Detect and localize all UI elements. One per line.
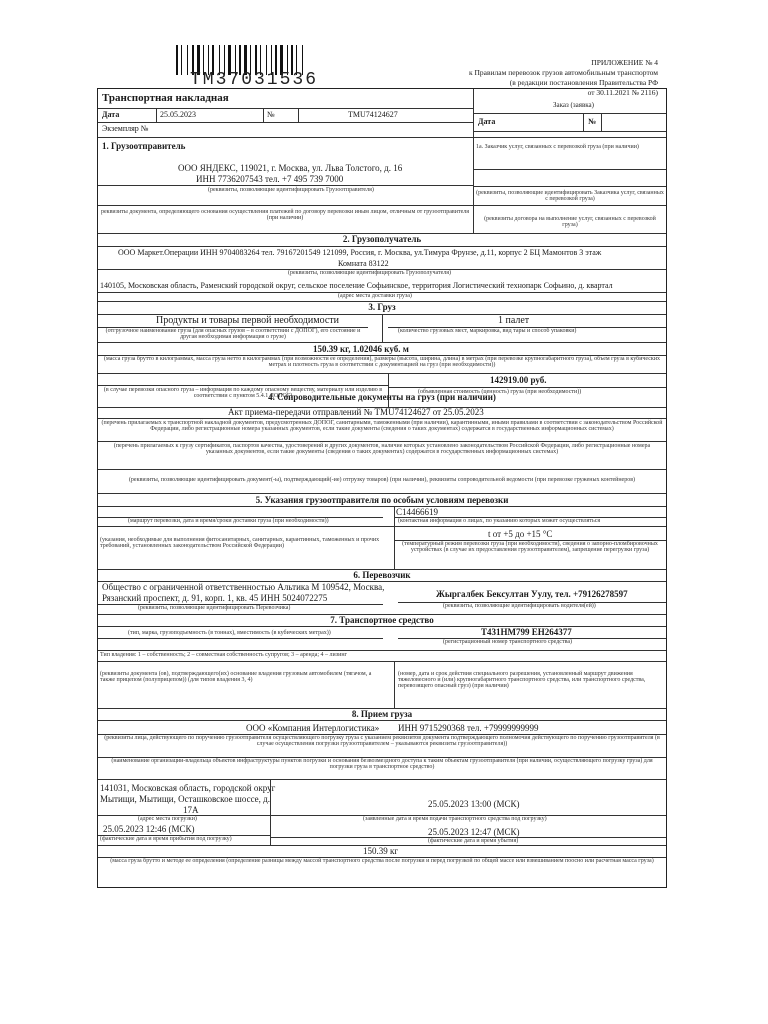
copy-label: Экземпляр № bbox=[102, 124, 149, 133]
driver-caption: (реквизиты, позволяющие идентифицировать водителя(ей)) bbox=[443, 603, 596, 609]
carrier-line1: Общество с ограниченной ответственностью Альтика М 109542, Москва, bbox=[102, 582, 385, 592]
temperature-caption: (температурный режим перевозки груза (при необходимости), сведения о запорно-пломбировочных устройствах (в случае их предоставления грузоотправителем), запрещение перегрузки груза) bbox=[402, 541, 658, 553]
departure-caption: (фактические дата и время убытия) bbox=[428, 838, 519, 844]
carrier-line2: Рязанский проспект, д. 91, корп. 1, кв. 45 ИНН 5024072275 bbox=[102, 593, 328, 603]
section-carrier-title: 6. Перевозчик bbox=[353, 570, 411, 580]
date-value[interactable]: 25.05.2023 bbox=[160, 110, 196, 119]
customer-title: 1а. Заказчик услуг, связанных с перевозкой груза (при наличии) bbox=[476, 144, 639, 150]
planned-datetime: 25.05.2023 13:00 (МСК) bbox=[428, 799, 520, 809]
loading-address-line1: 141031, Московская область, городской округ bbox=[100, 783, 276, 793]
consignee-caption: (реквизиты, позволяющие идентифицировать Грузополучателя) bbox=[288, 270, 452, 276]
pallet-count: 1 палет bbox=[498, 315, 530, 326]
loading-address-line2: Мытищи, Мытищи, Осташковское шоссе, д. bbox=[100, 794, 271, 804]
appendix-line: ПРИЛОЖЕНИЕ № 4 bbox=[591, 58, 658, 67]
number-value[interactable]: TMU74124627 bbox=[348, 110, 398, 119]
contact-caption: (контактная информация о лицах, по указанию которых может осуществляться bbox=[398, 518, 601, 524]
appendix-line: (в редакции постановления Правительства РФ bbox=[509, 78, 658, 87]
certificates-caption: (перечень прилагаемых к грузу сертификатов, паспортов качества, удостоверений и других документов, наличие которых установлено законодательством Российской Федерации, либо регистрационные номера указанных документов, если такие документы (сведения о таких документах) содержатся в государственных информационных системах) bbox=[113, 443, 651, 455]
contact-info: С14466619 bbox=[396, 507, 439, 517]
loading-address-caption: (адрес места погрузки) bbox=[138, 816, 197, 822]
cargo-mass-caption: (масса груза брутто и методе ее определения (определение разницы между массой транспортного средства после погрузки и перед погрузкой по общей массе или взвешиванием поосно или расчетная масса груза) bbox=[110, 858, 654, 864]
section-consignee-title: 2. Грузополучатель bbox=[342, 234, 422, 244]
route-caption: (маршрут перевозки, дата и время/сроки доставки груза (при необходимости)) bbox=[128, 518, 329, 524]
consignee-line2: Комната 83122 bbox=[338, 259, 389, 268]
arrival-datetime: 25.05.2023 12:46 (МСК) bbox=[103, 824, 195, 834]
delivery-address: 140105, Московская область, Раменский городской округ, сельское поселение Софьинское, территория Логистический технопарк Софьино, д. квартал bbox=[100, 281, 613, 290]
planned-caption: (заявленные дата и время подачи транспортного средства под погрузку) bbox=[363, 816, 547, 822]
cargo-mass: 150.39 кг bbox=[363, 846, 399, 856]
consignee-line1: ООО Маркет.Операции ИНН 9704083264 тел. 79167201549 121099, Россия, г. Москва, ул.Тимура Фрунзе, д.11, корпус 2 БЦ Мамонтов 3 этаж bbox=[118, 248, 602, 257]
departure-datetime: 25.05.2023 12:47 (МСК) bbox=[428, 827, 520, 837]
special-permit-caption: (номер, дата и срок действия специального разрешения, установленный маршрут движения тяжеловесного и (или) крупногабаритного транспортного средства, или транспортного средства, перевозящего опасный груз) (при наличии) bbox=[398, 671, 646, 689]
temperature-regime: t от +5 до +15 °С bbox=[488, 529, 553, 539]
cargo-name-caption: (отгрузочное наименование груза (для опасных грузов – в соответствии с ДОПОГ), его состояние и другая необходимая информация о грузе) bbox=[105, 328, 361, 340]
loader-inn: ИНН 9715290368 тел. +79999999999 bbox=[398, 723, 539, 733]
waybill-form bbox=[97, 88, 667, 888]
barcode-bar bbox=[181, 45, 182, 75]
number-label: № bbox=[267, 110, 275, 119]
vehicle-registration: Т431НМ799 ЕН264377 bbox=[481, 627, 572, 637]
order-label: Заказ (заявка) bbox=[553, 101, 594, 109]
declared-value: 142919.00 руб. bbox=[490, 375, 547, 385]
section-vehicle-title: 7. Транспортное средство bbox=[330, 615, 434, 625]
shipment-docs-caption: (реквизиты, позволяющие идентифицировать документ(-ы), подтверждающий(-ие) отгрузку товаров) (при наличии), реквизиты сопроводительной ведомости (при перевозке груженых контейнеров) bbox=[128, 477, 636, 483]
section-acceptance-title: 8. Прием груза bbox=[351, 709, 413, 719]
cargo-weight-caption: (масса груза брутто в килограммах, масса груза нетто в килограммах (при возможности ее определения), размеры (высота, ширина, длина) в метрах (при перевозке крупногабаритного груза), объем груза в кубических метрах и плотность груза в соответствии с документацией на груз (при необходимости)) bbox=[103, 356, 661, 368]
declared-value-caption: (объявленная стоимость (ценность) груза (при необходимости)) bbox=[418, 389, 582, 395]
customer-caption: (реквизиты, позволяющие идентифицировать Заказчика услуг, связанных с перевозкой груза) bbox=[476, 190, 664, 202]
document-title: Транспортная накладная bbox=[102, 92, 229, 104]
barcode-number: ТМ37031536 bbox=[190, 70, 319, 90]
pallet-caption: (количество грузовых мест, маркировка, вид тары и способ упаковки) bbox=[398, 328, 577, 334]
infrastructure-caption: (наименование организации-владельца объектов инфраструктуры пунктов погрузки и основания безвозмездного доступа к таким объектам грузоотправителя (при наличии, осуществляющего погрузку груза) для погрузки груза в транспортное средство) bbox=[111, 758, 653, 770]
barcode-bar bbox=[176, 45, 178, 75]
acceptance-act: Акт приема-передачи отправлений № TMU74124627 от 25.05.2023 bbox=[228, 407, 484, 417]
vehicle-registration-caption: (регистрационный номер транспортного средства) bbox=[443, 639, 573, 645]
dangerous-goods-caption: (в случае перевозки опасного груза – информация по каждому опасному веществу, материалу или изделию в соответствии с пунктом 5.4.1 ДОПОГ) bbox=[103, 387, 383, 399]
shipper-line2: ИНН 7736207543 тел. +7 495 739 7000 bbox=[196, 174, 344, 184]
ownership-types: Тип владения: 1 – собственность; 2 – совместная собственность супругов; 3 – аренда; 4 – лизинг bbox=[100, 652, 348, 658]
appendix-line: от 30.11.2021 № 2116) bbox=[587, 88, 658, 97]
loader-company: ООО «Компания Интерлогистика» bbox=[246, 723, 380, 733]
instructions-caption: (указания, необходимые для выполнения фитосанитарных, санитарных, карантинных, таможенных и прочих требований, установленных законодательством Российской Федерации) bbox=[100, 537, 380, 549]
shipper-line1: ООО ЯНДЕКС, 119021, г. Москва, ул. Льва Толстого, д. 16 bbox=[178, 163, 403, 173]
appendix-line: к Правилам перевозок грузов автомобильным транспортом bbox=[468, 68, 658, 77]
section-instructions-title: 5. Указания грузоотправителя по особым условиям перевозки bbox=[255, 495, 509, 505]
loader-caption: (реквизиты лица, действующего по поручению грузоотправителя осуществляющего погрузку груза с указанием реквизитов документа подтверждающего полномочия действующего по поручению грузоотправителя (в случае осуществления погрузки грузоотправителем – указываются реквизиты грузоотправителя)) bbox=[104, 735, 660, 747]
shipper-caption: (реквизиты, позволяющие идентифицировать Грузоотправителя) bbox=[208, 187, 374, 193]
loading-address-line3: 17А bbox=[183, 805, 199, 815]
cargo-weight: 150.39 кг, 1.02046 куб. м bbox=[313, 344, 409, 354]
delivery-address-caption: (адрес места доставки груза) bbox=[338, 293, 412, 299]
section-documents-title: 4. Сопроводительные документы на груз (при наличии) bbox=[268, 392, 496, 402]
carrier-caption: (реквизиты, позволяющие идентифицировать Перевозчика) bbox=[138, 605, 291, 611]
cargo-name: Продукты и товары первой необходимости bbox=[156, 315, 339, 326]
payment-doc-caption: реквизиты документа, определяющего основания осуществления платежей по договору перевозки иным лицом, отличным от грузоотправителя (при наличии) bbox=[100, 209, 469, 221]
order-date-label: Дата bbox=[478, 117, 496, 126]
order-number-label: № bbox=[588, 117, 597, 126]
section-shipper-title: 1. Грузоотправитель bbox=[102, 141, 186, 151]
date-label: Дата bbox=[102, 110, 120, 119]
section-cargo-title: 3. Груз bbox=[368, 302, 396, 312]
vehicle-type-caption: (тип, марка, грузоподъемность (в тоннах), вместимость (в кубических метрах)) bbox=[128, 630, 331, 636]
barcode-bar bbox=[187, 45, 188, 75]
arrival-caption: (фактические дата и время прибытия под погрузку) bbox=[100, 836, 232, 842]
documents-caption: (перечень прилагаемых к транспортной накладной документов, предусмотренных ДОПОГ, санитарными, таможенными (при наличии), карантинными, иными правилами в соответствии с законодательством Российской Федерации, либо регистрационные номера указанных документов, если такие документы (сведения о таких документах) содержатся в государственных информационных системах) bbox=[101, 420, 663, 432]
driver-info: Жыргалбек Бексултан Уулу, тел. +79126278597 bbox=[436, 589, 628, 599]
service-contract-caption: (реквизиты договора на выполнение услуг, связанных с перевозкой груза) bbox=[484, 216, 656, 228]
ownership-docs-caption: (реквизиты документа (ов), подтверждающего(их) основание владения грузовым автомобилем (тягачом, а также прицепом (полуприцепом)) (для типов владения 3, 4) bbox=[100, 671, 372, 683]
